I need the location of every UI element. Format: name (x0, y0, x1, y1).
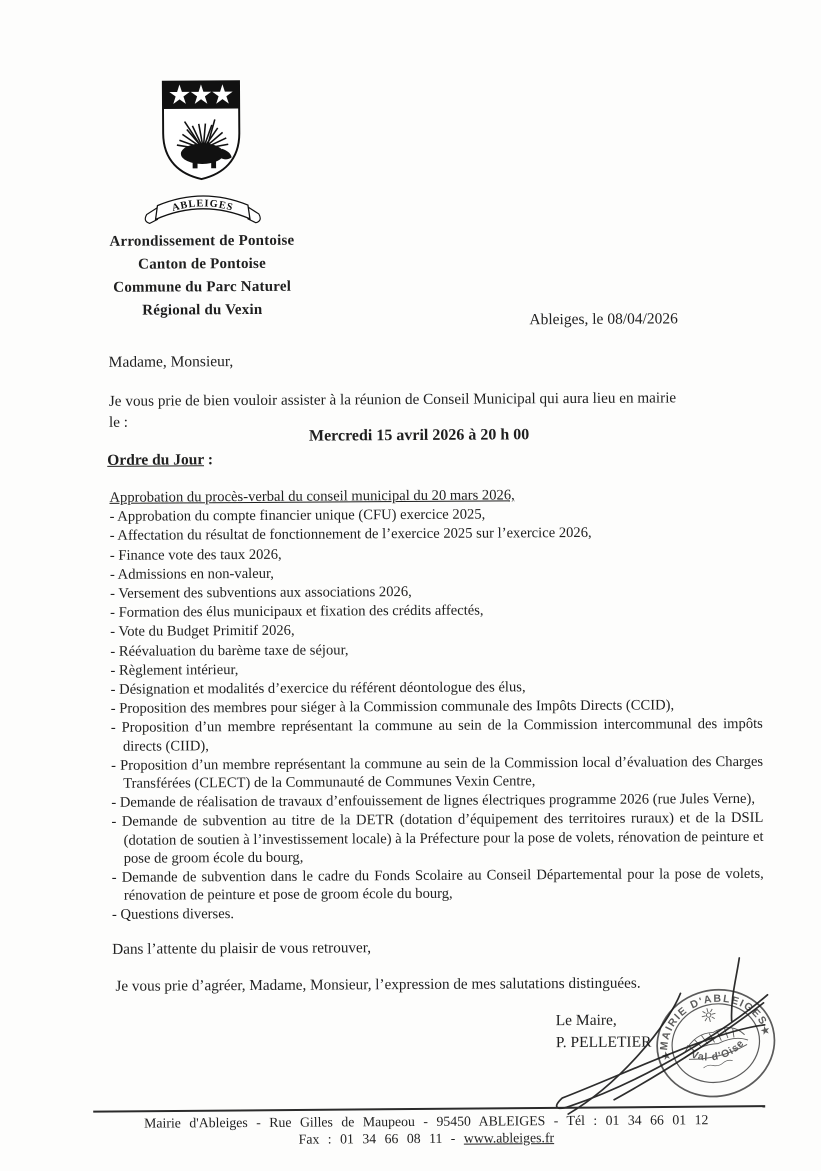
agenda-item: - Demande de subvention dans le cadre du Fonds Scolaire au Conseil Départemental pour la pose de volets, rénovation de peinture et pose de groom école du bourg, (111, 865, 764, 905)
letterhead-line: Arrondissement de Pontoise (109, 232, 295, 250)
letterhead-line: Canton de Pontoise (138, 255, 266, 273)
agenda-item: - Admissions en non-valeur, (109, 565, 274, 583)
letterhead-line: Régional du Vexin (142, 301, 263, 319)
stamp-star-left-icon (661, 1050, 672, 1060)
agenda-item: - Vote du Budget Primitif 2026, (110, 623, 295, 641)
agenda-item: - Finance vote des taux 2026, (109, 546, 282, 564)
agenda-item: - Versement des subventions aux associations 2026, (109, 584, 412, 602)
agenda-item: - Proposition d’un membre représentant la commune au sein de la Commission local d’évaluation des Charges Transférées (CLECT) de la Communauté de Communes Vexin Centre, (111, 753, 764, 792)
closing-line-2: Je vous prie d’agréer, Madame, Monsieur, l’expression de mes salutations distinguées. (115, 974, 641, 995)
agenda-item: - Proposition des membres pour siéger à la Commission communale des Impôts Directs (CCID), (110, 697, 675, 718)
agenda-item: - Désignation et modalités d’exercice du référent déontologue des élus, (110, 679, 526, 698)
agenda-item: - Réévaluation du barème taxe de séjour, (110, 642, 349, 660)
signer-name: P. PELLETIER (555, 1033, 652, 1051)
agenda-item: - Proposition d’un membre représentant la commune au sein de la Commission intercommunal des impôts directs (CIID), (110, 716, 763, 755)
agenda-heading-text: Ordre du Jour (107, 451, 205, 469)
ableiges-ribbon-banner (144, 192, 262, 231)
stamp-top-text: MAIRIE D'ABLEIGES (658, 992, 770, 1051)
coat-of-arms-shield-icon (160, 78, 243, 182)
letterhead-line: Commune du Parc Naturel (113, 278, 292, 296)
letterhead-lines (93, 230, 312, 323)
agenda-item: - Questions diverses. (111, 906, 235, 924)
footer-fax-text: Fax : 01 34 66 08 11 - (298, 1130, 464, 1147)
footer-fax-line (96, 1129, 756, 1149)
svg-text:Val d'Oise (687, 1035, 750, 1069)
agenda-lead-item: Approbation du procès-verbal du conseil municipal du 20 mars 2026, (109, 487, 515, 506)
mairie-round-stamp (651, 986, 780, 1105)
stamp-bottom-text: Val d'Oise (689, 1037, 748, 1064)
agenda-list (109, 485, 764, 926)
date-line: Ableiges, le 08/04/2026 (529, 310, 678, 329)
agenda-item: - Approbation du compte financier unique (CFU) exercice 2025, (109, 506, 486, 526)
intro-line-1: Je vous prie de bien vouloir assister à la réunion de Conseil Municipal qui aura lieu en mairie (108, 389, 677, 410)
agenda-item: - Formation des élus municipaux et fixation des crédits affectés, (110, 602, 484, 622)
agenda-item: - Règlement intérieur, (110, 661, 239, 679)
agenda-heading (107, 451, 213, 470)
closing-line-1: Dans l’attente du plaisir de vous retrouver, (112, 939, 372, 958)
signature-block (556, 1010, 652, 1054)
banner-text: ABLEIGES (170, 198, 235, 215)
signer-title: Le Maire, (555, 1011, 617, 1030)
salutation: Madame, Monsieur, (108, 353, 234, 371)
footer-address-line: Mairie d'Ableiges - Rue Gilles de Maupeou - 95450 ABLEIGES - Tél : 01 34 66 01 12 (144, 1112, 709, 1131)
agenda-heading-colon: : (203, 451, 214, 469)
intro-line-2: le : (108, 413, 129, 431)
footer-website-link: www.ableiges.fr (463, 1130, 555, 1146)
agenda-item: - Affectation du résultat de fonctionnement de l’exercice 2025 sur l’exercice 2026, (109, 525, 592, 545)
agenda-item: - Demande de subvention au titre de la DETR (dotation d’équipement des territoires ruraux) et de la DSIL (dotation de soutien à l’investissement locale) à la Préfecture pour la pose de volets, rénovation de peinture et pose de groom école du bourg, (111, 810, 764, 867)
meeting-datetime: Mercredi 15 avril 2026 à 20 h 00 (308, 426, 530, 445)
agenda-item: - Demande de réalisation de travaux d’enfouissement de lignes électriques programme 2026 (rue Jules Verne), (111, 791, 756, 812)
